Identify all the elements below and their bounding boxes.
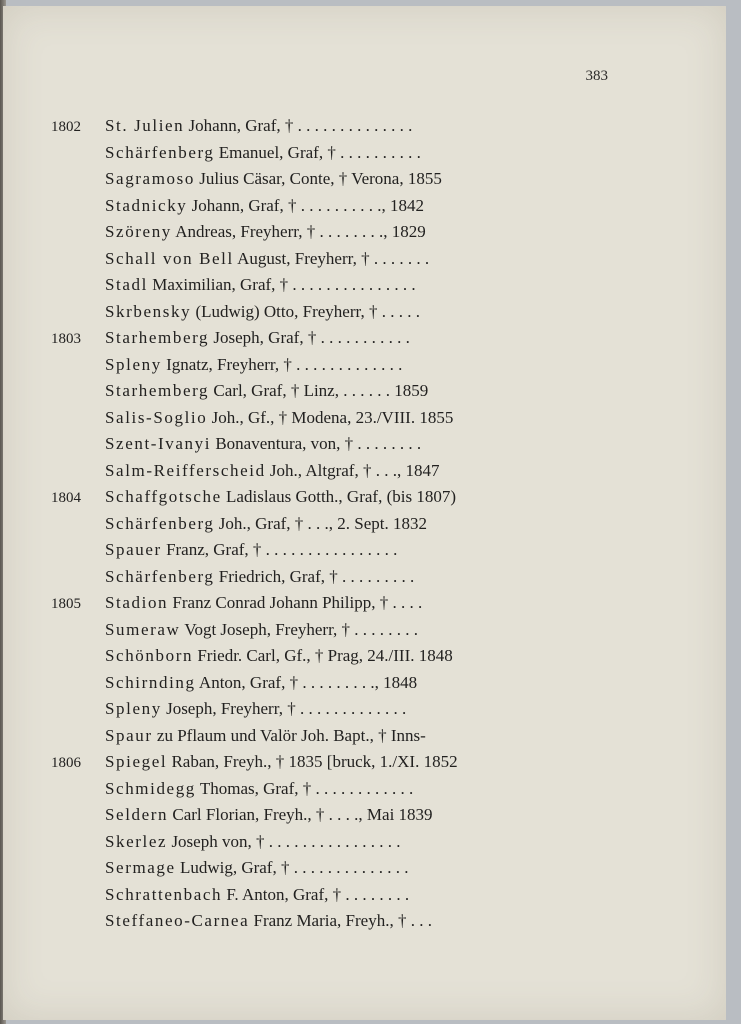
entry-surname: Schall von Bell [105, 248, 234, 268]
entry-details: Franz Maria, Freyh., † . . . [249, 911, 432, 930]
entry-details: Carl, Graf, † Linz, . . . . . . 1859 [209, 381, 429, 400]
entry-text [105, 593, 611, 613]
list-item [51, 487, 611, 514]
entry-details: Friedr. Carl, Gf., † Prag, 24./III. 1848 [193, 646, 453, 665]
entry-details: Joseph von, † . . . . . . . . . . . . . . . . [167, 831, 401, 851]
entry-surname: Spiegel [105, 752, 168, 771]
list-item [51, 752, 611, 779]
entry-text [105, 381, 611, 401]
entry-text [105, 752, 611, 772]
entry-details: Joseph, Graf, † . . . . . . . . . . . [209, 328, 410, 347]
entry-text [105, 646, 611, 666]
entry-text [105, 832, 611, 852]
entry-text [105, 249, 611, 269]
entry-year: 1806 [51, 755, 81, 771]
entry-surname: Schmidegg [105, 778, 196, 798]
entry-text [105, 779, 611, 799]
entry-details: August, Freyherr, † . . . . . . . [233, 248, 430, 268]
entry-surname: Skerlez [105, 831, 168, 851]
entry-text [105, 196, 611, 216]
entry-details: Joh., Gf., † Modena, 23./VIII. 1855 [207, 407, 454, 427]
entry-details: Ignatz, Freyherr, † . . . . . . . . . . . . . [161, 354, 403, 374]
entry-text [105, 514, 611, 534]
entry-surname: Spaur [105, 725, 153, 745]
entry-surname: Steffaneo-Carnea [105, 911, 250, 930]
entry-surname: Starhemberg [105, 381, 210, 400]
entry-details: Emanuel, Graf, † . . . . . . . . . . [214, 142, 421, 162]
book-page [3, 6, 726, 1020]
list-item [51, 408, 611, 435]
entry-text [105, 222, 611, 242]
entry-surname: St. Julien [105, 116, 185, 135]
entry-surname: Stadl [105, 275, 148, 294]
list-item [51, 143, 611, 170]
entry-surname: Sermage [105, 858, 176, 877]
entry-details: Joseph, Freyherr, † . . . . . . . . . . . . . [161, 699, 407, 718]
entry-surname: Schaffgotsche [105, 487, 222, 506]
entry-text [105, 858, 611, 878]
entry-surname: Schönborn [105, 646, 194, 665]
list-item [51, 275, 611, 302]
entry-text [105, 408, 611, 428]
list-item [51, 222, 611, 249]
entry-surname: Salm-Reifferscheid [105, 460, 266, 480]
entry-year: 1802 [51, 119, 81, 135]
list-item [51, 249, 611, 276]
entry-text [105, 302, 611, 322]
entry-surname: Salis-Soglio [105, 407, 208, 427]
list-item [51, 911, 611, 938]
entry-surname: Sagramoso [105, 169, 195, 188]
entry-details: (Ludwig) Otto, Freyherr, † . . . . . [191, 301, 420, 321]
entry-details: zu Pflaum und Valör Joh. Bapt., † Inns- [152, 725, 426, 745]
list-item [51, 381, 611, 408]
list-item [51, 805, 611, 832]
list-item [51, 116, 611, 143]
entry-details: Vogt Joseph, Freyherr, † . . . . . . . . [180, 619, 419, 639]
entry-surname: Spleny [105, 354, 162, 374]
entry-text [105, 355, 611, 375]
entry-surname: Spleny [105, 699, 162, 718]
entry-surname: Sumeraw [105, 619, 181, 639]
entry-surname: Seldern [105, 805, 169, 824]
entry-text [105, 805, 611, 825]
entry-details: Maximilian, Graf, † . . . . . . . . . . . . . . . [147, 275, 416, 294]
entry-text [105, 540, 611, 560]
list-item [51, 858, 611, 885]
list-item [51, 169, 611, 196]
entry-details: Franz Conrad Johann Philipp, † . . . . [168, 593, 423, 612]
entry-text [105, 328, 611, 348]
list-item [51, 355, 611, 382]
entry-details: Anton, Graf, † . . . . . . . . ., 1848 [195, 672, 418, 692]
entry-year: 1804 [51, 490, 81, 506]
entry-details: Ladislaus Gotth., Graf, (bis 1807) [221, 487, 456, 506]
entry-surname: Schrattenbach [105, 884, 223, 904]
entry-text [105, 461, 611, 481]
entry-details: Carl Florian, Freyh., † . . . ., Mai 1839 [168, 805, 433, 824]
list-item [51, 434, 611, 461]
entry-details: Andreas, Freyherr, † . . . . . . . ., 1829 [171, 222, 426, 241]
entry-text [105, 911, 611, 931]
list-item [51, 832, 611, 859]
entry-details: Joh., Altgraf, † . . ., 1847 [265, 460, 440, 480]
entry-text [105, 169, 611, 189]
entry-surname: Skrbensky [105, 301, 192, 321]
list-item [51, 779, 611, 806]
entry-surname: Starhemberg [105, 328, 210, 347]
entry-surname: Schärfenberg [105, 513, 215, 533]
entry-surname: Schirnding [105, 672, 196, 692]
entry-text [105, 143, 611, 163]
entry-surname: Stadnicky [105, 195, 188, 215]
entry-surname: Spauer [105, 540, 162, 559]
list-item [51, 646, 611, 673]
list-item [51, 699, 611, 726]
entry-text [105, 487, 611, 507]
list-item [51, 885, 611, 912]
entry-surname: Schärfenberg [105, 142, 215, 162]
entry-text [105, 699, 611, 719]
list-item [51, 328, 611, 355]
list-item [51, 461, 611, 488]
list-item [51, 540, 611, 567]
list-item [51, 514, 611, 541]
entry-details: Ludwig, Graf, † . . . . . . . . . . . . . . [175, 858, 409, 877]
entry-year: 1803 [51, 331, 81, 347]
list-item [51, 726, 611, 753]
entry-surname: Schärfenberg [105, 566, 215, 586]
entry-text [105, 116, 611, 136]
list-item [51, 593, 611, 620]
list-item [51, 196, 611, 223]
entry-text [105, 434, 611, 454]
entry-details: Franz, Graf, † . . . . . . . . . . . . . . . . [161, 540, 398, 559]
entry-details: Julius Cäsar, Conte, † Verona, 1855 [194, 169, 442, 188]
entry-text [105, 620, 611, 640]
entry-surname: Stadion [105, 593, 169, 612]
entry-details: Bonaventura, von, † . . . . . . . . [211, 434, 422, 453]
entry-text [105, 726, 611, 746]
entry-text [105, 885, 611, 905]
entry-details: F. Anton, Graf, † . . . . . . . . [222, 884, 410, 904]
entry-details: Johann, Graf, † . . . . . . . . . . . . . . [184, 116, 413, 135]
entry-text [105, 673, 611, 693]
list-item [51, 620, 611, 647]
entry-text [105, 567, 611, 587]
entry-details: Joh., Graf, † . . ., 2. Sept. 1832 [214, 513, 427, 533]
entry-surname: Szöreny [105, 222, 172, 241]
page-number: 383 [585, 68, 608, 84]
entry-year: 1805 [51, 596, 81, 612]
entry-details: Johann, Graf, † . . . . . . . . . ., 1842 [187, 195, 424, 215]
entry-details: Friedrich, Graf, † . . . . . . . . . [214, 566, 415, 586]
list-item [51, 673, 611, 700]
entry-surname: Szent-Ivanyi [105, 434, 212, 453]
entry-text [105, 275, 611, 295]
list-item [51, 567, 611, 594]
list-item [51, 302, 611, 329]
entry-details: Raban, Freyh., † 1835 [bruck, 1./XI. 1852 [167, 752, 458, 771]
entry-details: Thomas, Graf, † . . . . . . . . . . . . [195, 778, 414, 798]
entry-list [51, 116, 611, 938]
